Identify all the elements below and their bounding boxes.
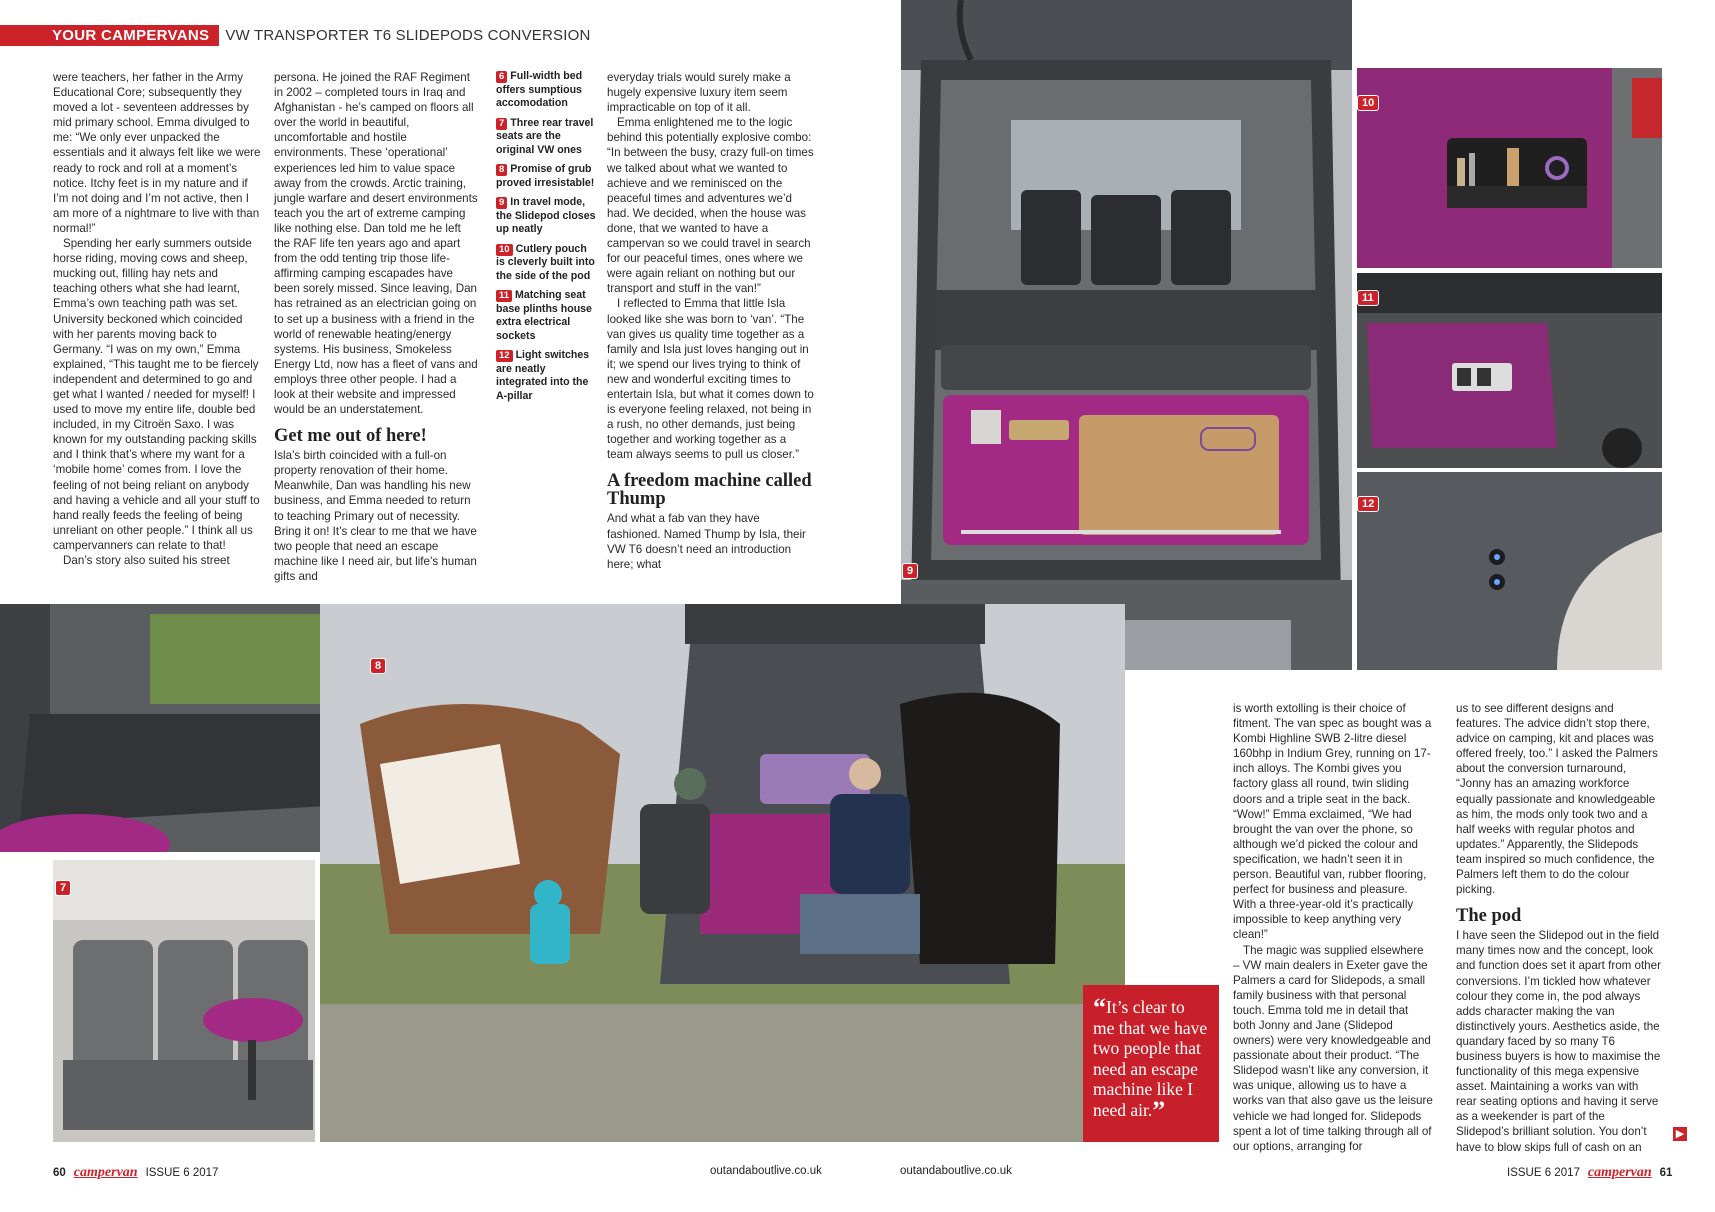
seat-plinth-illustration [1357,273,1662,468]
caption-7: 7 Three rear travel seats are the original VW ones [496,116,594,156]
paragraph: I reflected to Emma that little Isla looked like she was born to ‘van’. “The van gives us quality time together as a family and Isla just loves hanging out in it; we spend our lives trying to think of new and wonderful exciting times to entertain Isla, but what it comes down to is everyone feeling relaxed, not being in a rush, no other demands, just being together and working together as a team always seems to pull us closer.” [607,297,814,462]
paragraph: is worth extolling is their choice of fitment. The van spec as bought was a Kombi Highline SWB 2-litre diesel 160bhp in Indium Grey, running on 17-inch alloys. The Kombi gives you factory glass all round, twin sliding doors and a triple seat in the back. “Wow!” Emma exclaimed, “We had brought the van over the phone, so although we’d picked the colour and specification, we hadn’t seen it in person. Beautiful van, rubber flooring, perfect for business and pleasure. With a three-year-old it’s practically impossible to keep anything very clean!” [1233,702,1432,942]
caption-8: 8 Promise of grub proved irresistable! [496,163,595,189]
magazine-logo: campervan [1587,1165,1652,1180]
text-column-5 [1233,701,1433,1154]
cutlery-pouch-illustration [1357,68,1662,268]
paragraph: us to see different designs and features. The advice didn’t stop there, advice on camping, kit and places was offered freely, too.” I asked the Palmers about the conversion turnaround, “Jonny has an amazing workforce equally passionate and knowledgeable as him, the mods only took two and a half weeks with regular photos and updates.” Apparently, the Slidepods team inspired so much confidence, the Palmers left them to do the colour picking. [1456,702,1658,897]
paragraph: I have seen the Slidepod out in the field many times now and the concept, look and function does set it apart from other conversions. I’m tickled how whatever colour they come in, the pod always adds character making the van distinctively yours. Aesthetics aside, the quandary faced by so many T6 business buyers is how to maximise the functionality of this mega expensive asset. Maintaining a works van with rear seating options and having it serve as a weekender is part of the Slidepod’s brilliant solution. You don’t have to blow skips full of cash on an [1456,929,1661,1154]
photo-badge-12: 12 [1357,496,1379,512]
photo-captions [496,70,596,409]
photo-6-bed [0,604,368,852]
caption-6: 6 Full-width bed offers sumptious accomodation [496,70,583,109]
van-rear-illustration [901,0,1352,670]
paragraph: And what a fab van they have fashioned. Named Thump by Isla, their VW T6 doesn’t need an introduction here; what [607,512,806,571]
paragraph: Dan’s story also suited his street [63,554,230,567]
paragraph: Emma enlightened me to the logic behind this potentially explosive combo: “In between the busy, crazy full-on times we talked about what we wanted to achieve and we reminisced on the peaceful times and adventures we’d had. We decided, when the house was done, that we wanted to have a campervan so we could travel in search for our peaceful times, ones where we were again reliant on nothing but our transport and stuff in the van!” [607,116,814,296]
footer-left [53,1165,218,1181]
text-column-4 [607,70,815,572]
photo-7-rear-seats [53,860,315,1142]
open-quote-icon: “ [1093,993,1106,1022]
paragraph: Spending her early summers outside horse riding, moving cows and sheep, mucking out, filling hay nets and teaching others what she had learnt, Emma’s own teaching path was set. University beckoned which coincided with her parents moving back to Germany. “I was on my own,” Emma explained, “This taught me to be fiercely independent and determined to go and get what I wanted / needed for myself! I used to move my entire life, double bed included, in my Citroën Saxo. I was known for my outstanding packing skills and I think that’s where my want for a ‘mobile home’ comes from. I love the feeling of not being reliant on anybody and having a vehicle and all your stuff to hand really feeds the feeling of being unreliant on other people.” I think all us campervanners can relate to that! [53,237,260,552]
issue-label: ISSUE 6 2017 [145,1167,219,1179]
photo-badge-10: 10 [1357,95,1379,111]
continue-arrow-icon: ▶ [1673,1127,1687,1141]
magazine-logo: campervan [73,1165,138,1180]
caption-12: 12 Light switches are neatly integrated into the A-pillar [496,349,590,402]
issue-label: ISSUE 6 2017 [1507,1167,1580,1179]
section-tag: YOUR CAMPERVANS [0,25,219,46]
footer-url-right [900,1165,1012,1177]
photo-badge-9: 9 [902,563,918,579]
photo-9-van-rear [901,0,1352,670]
website-link[interactable]: outandaboutlive.co.uk [710,1165,822,1177]
photo-11-seat-plinth [1357,273,1662,468]
paragraph: everyday trials would surely make a hugely expensive luxury item seem impracticable on top of it all. [607,71,791,115]
close-quote-icon: ” [1152,1095,1166,1125]
bed-illustration [0,604,368,852]
subheading: Get me out of here! [274,426,427,447]
paragraph: The magic was supplied elsewhere – VW main dealers in Exeter gave the Palmers a card for Slidepods, a small family business with that personal touch. Emma told me in detail that both Jonny and Jane (Slidepod owners) were very knowledgeable and passionate about their product. “The Slidepod wasn’t like any conversion, it was unique, allowing us to have a works van that also gave us the leisure vehicle we had longed for. Slidepods spent a lot of time talking through all of our options, arranging for [1233,943,1433,1153]
photo-10-cutlery-pouch [1357,68,1662,268]
website-link[interactable]: outandaboutlive.co.uk [900,1165,1012,1177]
paragraph: Isla’s birth coincided with a full-on property renovation of their home. Meanwhile, Dan was handling his new business, and Emma needed to return to teaching Primary out of necessity. Bring it on! It’s clear to me that we have two people that need an escape machine like I need air, but life’s human gifts and [274,449,477,583]
photo-badge-8: 8 [370,658,386,674]
caption-9: 9 In travel mode, the Slidepod closes up neatly [496,196,596,235]
paragraph: were teachers, her father in the Army Educational Core; subsequently they moved a lot - seventeen addresses by mid primary school. Emma divulged to me: “We only ever unpacked the essentials and it always felt like we were ready to rock and roll at a moment’s notice. Itchy feet is in my nature and if I’m not doing and I’m not active, then I am more of a nightmare to live with than normal!” [53,71,261,235]
caption-10: 10 Cutlery pouch is cleverly built into the side of the pod [496,242,595,282]
footer-url-left [710,1165,822,1177]
page-header [0,25,591,45]
page-number: 60 [53,1167,66,1179]
photo-8-family-ponies [320,604,1125,1142]
family-ponies-illustration [320,604,1125,1142]
photo-12-light-switches [1357,472,1662,670]
article-title: VW TRANSPORTER T6 SLIDEPODS CONVERSION [225,26,591,44]
pull-quote [1083,985,1219,1142]
pull-quote-text: It’s clear to me that we have two people that need an escape machine like I need air. [1093,997,1208,1120]
page-number: 61 [1659,1167,1673,1179]
text-column-2 [274,70,480,584]
photo-badge-7: 7 [55,880,71,896]
caption-11: 11 Matching seat base plinths house extra electrical sockets [496,289,592,342]
rear-seats-illustration [53,860,315,1142]
photo-badge-11: 11 [1357,290,1379,306]
light-switches-illustration [1357,472,1662,670]
subheading: The pod [1456,906,1522,927]
footer-right [1507,1165,1672,1181]
subheading: A freedom machine called Thump [607,471,812,510]
text-column-6 [1456,701,1661,1155]
paragraph: persona. He joined the RAF Regiment in 2002 – completed tours in Iraq and Afghanistan - he’s camped on floors all over the world in beautiful, uncomfortable and hostile environments. These ‘operational’ experiences led him to value space away from the crowds. Arctic training, jungle warfare and desert environments teach you the art of extreme camping like nothing else. Dan told me he left the RAF life ten years ago and apart from the odd tenting trip those life-affirming camping escapades have been sorely missed. Since leaving, Dan has retrained as an electrician going on to set up a business with a friend in the world of renewable heating/energy systems. His business, Smokeless Energy Ltd, now has a fleet of vans and employs three other people. I had a look at their website and impressed would be an understatement. [274,71,478,417]
text-column-1 [53,70,265,568]
